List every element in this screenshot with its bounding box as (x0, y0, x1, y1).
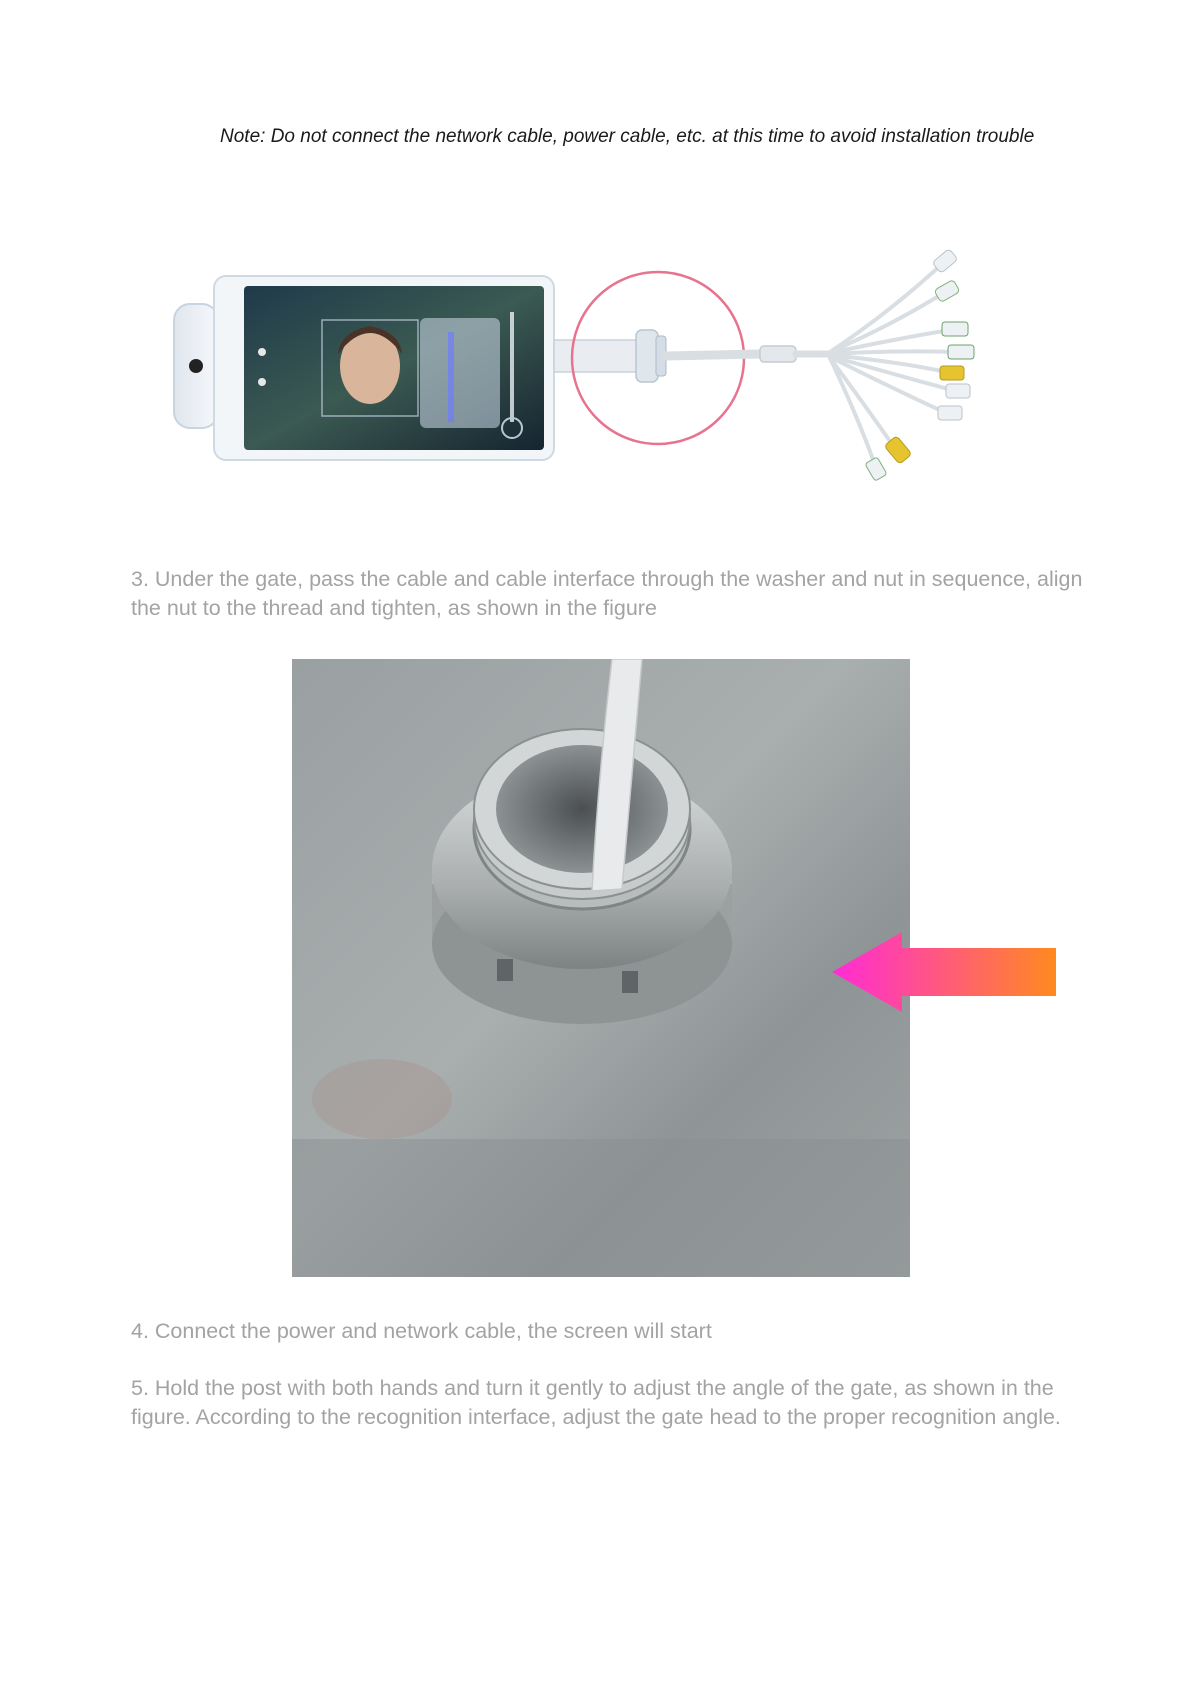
step-4-text: 4. Connect the power and network cable, the screen will start (131, 1319, 712, 1343)
cable-harness (666, 264, 954, 468)
camera-module (174, 304, 218, 428)
pointer-arrow (832, 932, 1056, 1012)
terminal-body (214, 276, 554, 460)
step-5-text: 5. Hold the post with both hands and turn it gently to adjust the angle of the gate, as shown in the figure. According to the recognition interface, adjust the gate head to the proper recognition angle. (131, 1376, 1061, 1429)
step-3-text: 3. Under the gate, pass the cable and cable interface through the washer and nut in sequence, align the nut to the thread and tighten, as shown in the figure (131, 567, 1083, 620)
device-cable-illustration (170, 242, 1040, 512)
installation-note: Note: Do not connect the network cable, power cable, etc. at this time to avoid installation trouble (220, 126, 1035, 147)
nut-thread-photo (292, 659, 910, 1277)
